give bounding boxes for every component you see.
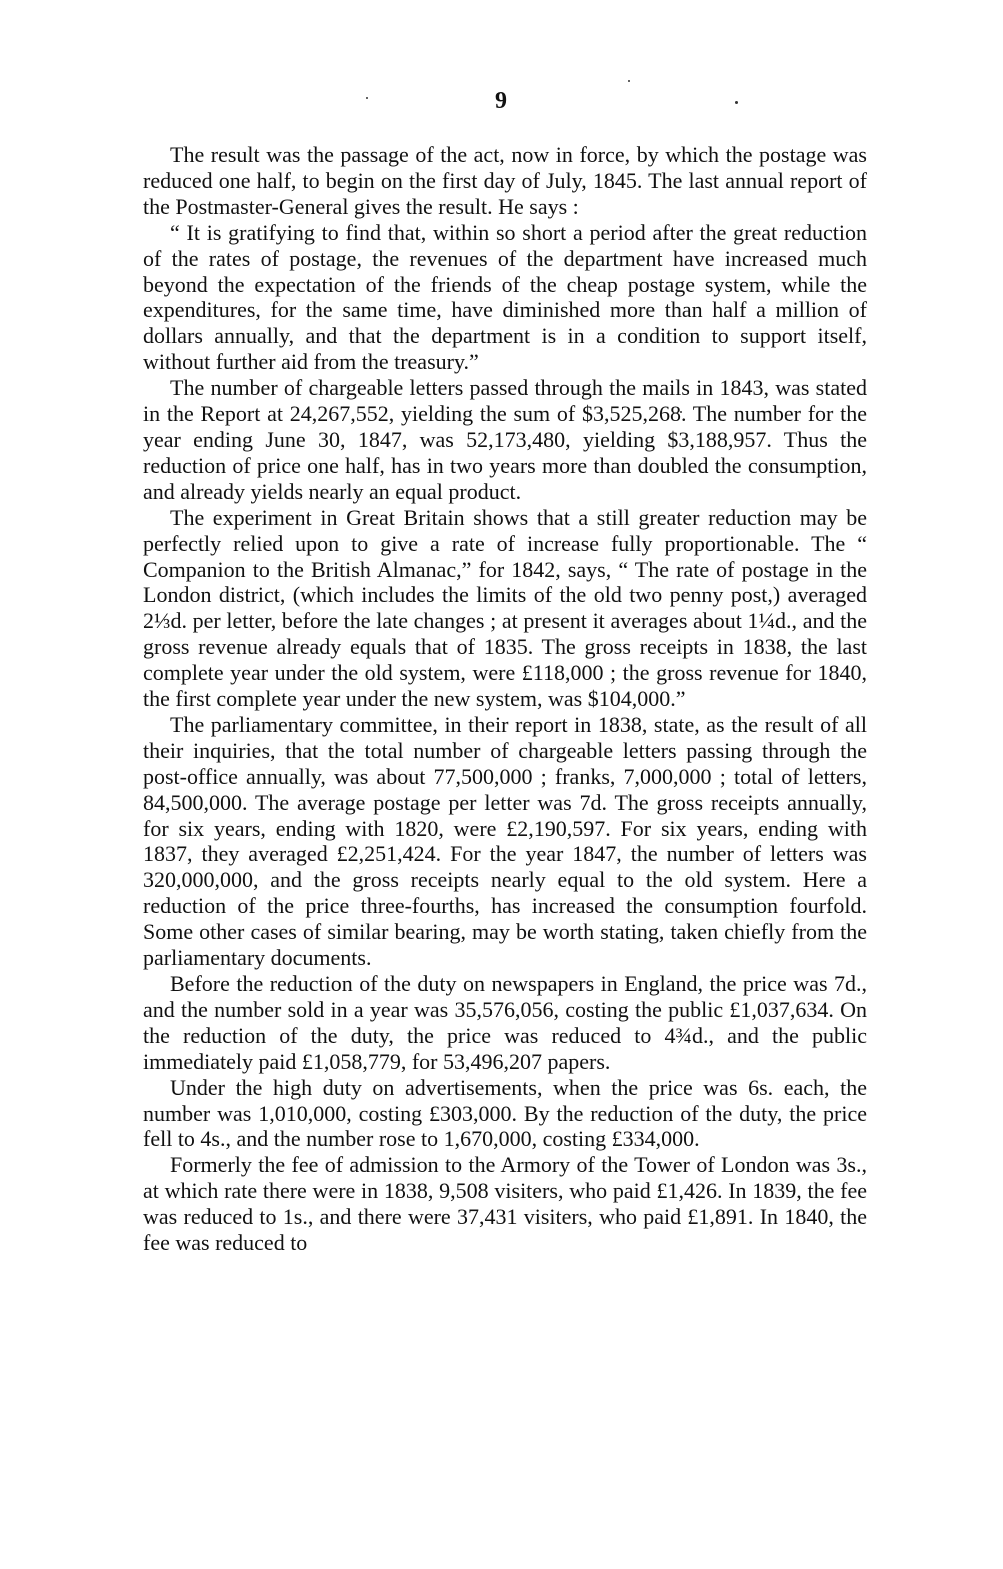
page-number: 9	[495, 88, 508, 114]
paragraph-postmaster-quote: “ It is gratifying to find that, within so short a period after the great reduction of the rates of postage, the revenues of the department have increased much beyond the expectation of the friends of the cheap postage system, while the expenditures, for the same time, have diminished more than half a million of dollars annually, and that the department is in a condition to support itself, without further aid from the treasury.”	[143, 219, 867, 375]
paragraph-chargeable-letters: The number of chargeable letters passed through the mails in 1843, was stated in the Report at 24,267,552, yielding the sum of $3,525,268. The number for the year ending June 30, 1847, was 52,173,480, yielding $3,188,957. Thus the reduction of price one half, has in two years more than doubled the consumption, and already yields nearly an equal product.	[143, 375, 867, 504]
body-text	[143, 142, 867, 1256]
paragraph-great-britain-experiment: The experiment in Great Britain shows that a still greater reduction may be perfectly relied upon to give a rate of increase fully proportionable. The “ Companion to the British Almanac,” for 1842, says, “ The rate of postage in the London district, (which includes the limits of the old two penny post,) averaged 2⅓d. per letter, before the late changes ; at present it averages about 1¼d., and the gross revenue already equals that of 1835. The gross receipts in 1838, the last complete year under the old system, were £118,000 ; the gross revenue for 1840, the first complete year under the new system, was $104,000.”	[143, 504, 867, 712]
paragraph-postage-act: The result was the passage of the act, now in force, by which the postage was reduced one half, to begin on the first day of July, 1845. The last annual report of the Postmaster-General gives the result. He says :	[143, 142, 867, 219]
paragraph-newspaper-duty: Before the reduction of the duty on newspapers in England, the price was 7d., and the number sold in a year was 35,576,056, costing the public £1,037,634. On the reduction of the duty, the price was reduced to 4¾d., and the public immediately paid £1,058,779, for 53,496,207 papers.	[143, 971, 867, 1074]
paragraph-tower-armory-fee: Formerly the fee of admission to the Armory of the Tower of London was 3s., at which rate there were in 1838, 9,508 visiters, who paid £1,426. In 1839, the fee was reduced to 1s., and there were 37,431 visiters, who paid £1,891. In 1840, the fee was reduced to	[143, 1152, 867, 1256]
print-speck	[628, 80, 630, 82]
paragraph-advertisement-duty: Under the high duty on advertisements, when the price was 6s. each, the number was 1,010,000, costing £303,000. By the reduction of the duty, the price fell to 4s., and the number rose to 1,670,000, costing £334,000.	[143, 1074, 867, 1152]
paragraph-parliamentary-committee: The parliamentary committee, in their report in 1838, state, as the result of all their inquiries, that the total number of chargeable letters passing through the post-office annually, was about 77,500,000 ; franks, 7,000,000 ; total of letters, 84,500,000. The average postage per letter was 7d. The gross receipts annually, for six years, ending with 1820, were £2,190,597. For six years, ending with 1837, they averaged £2,251,424. For the year 1847, the number of letters was 320,000,000, and the gross receipts nearly equal to the old system. Here a reduction of the price three-fourths, has increased the consumption fourfold. Some other cases of similar bearing, may be worth stating, taken chiefly from the parliamentary documents.	[143, 711, 867, 971]
